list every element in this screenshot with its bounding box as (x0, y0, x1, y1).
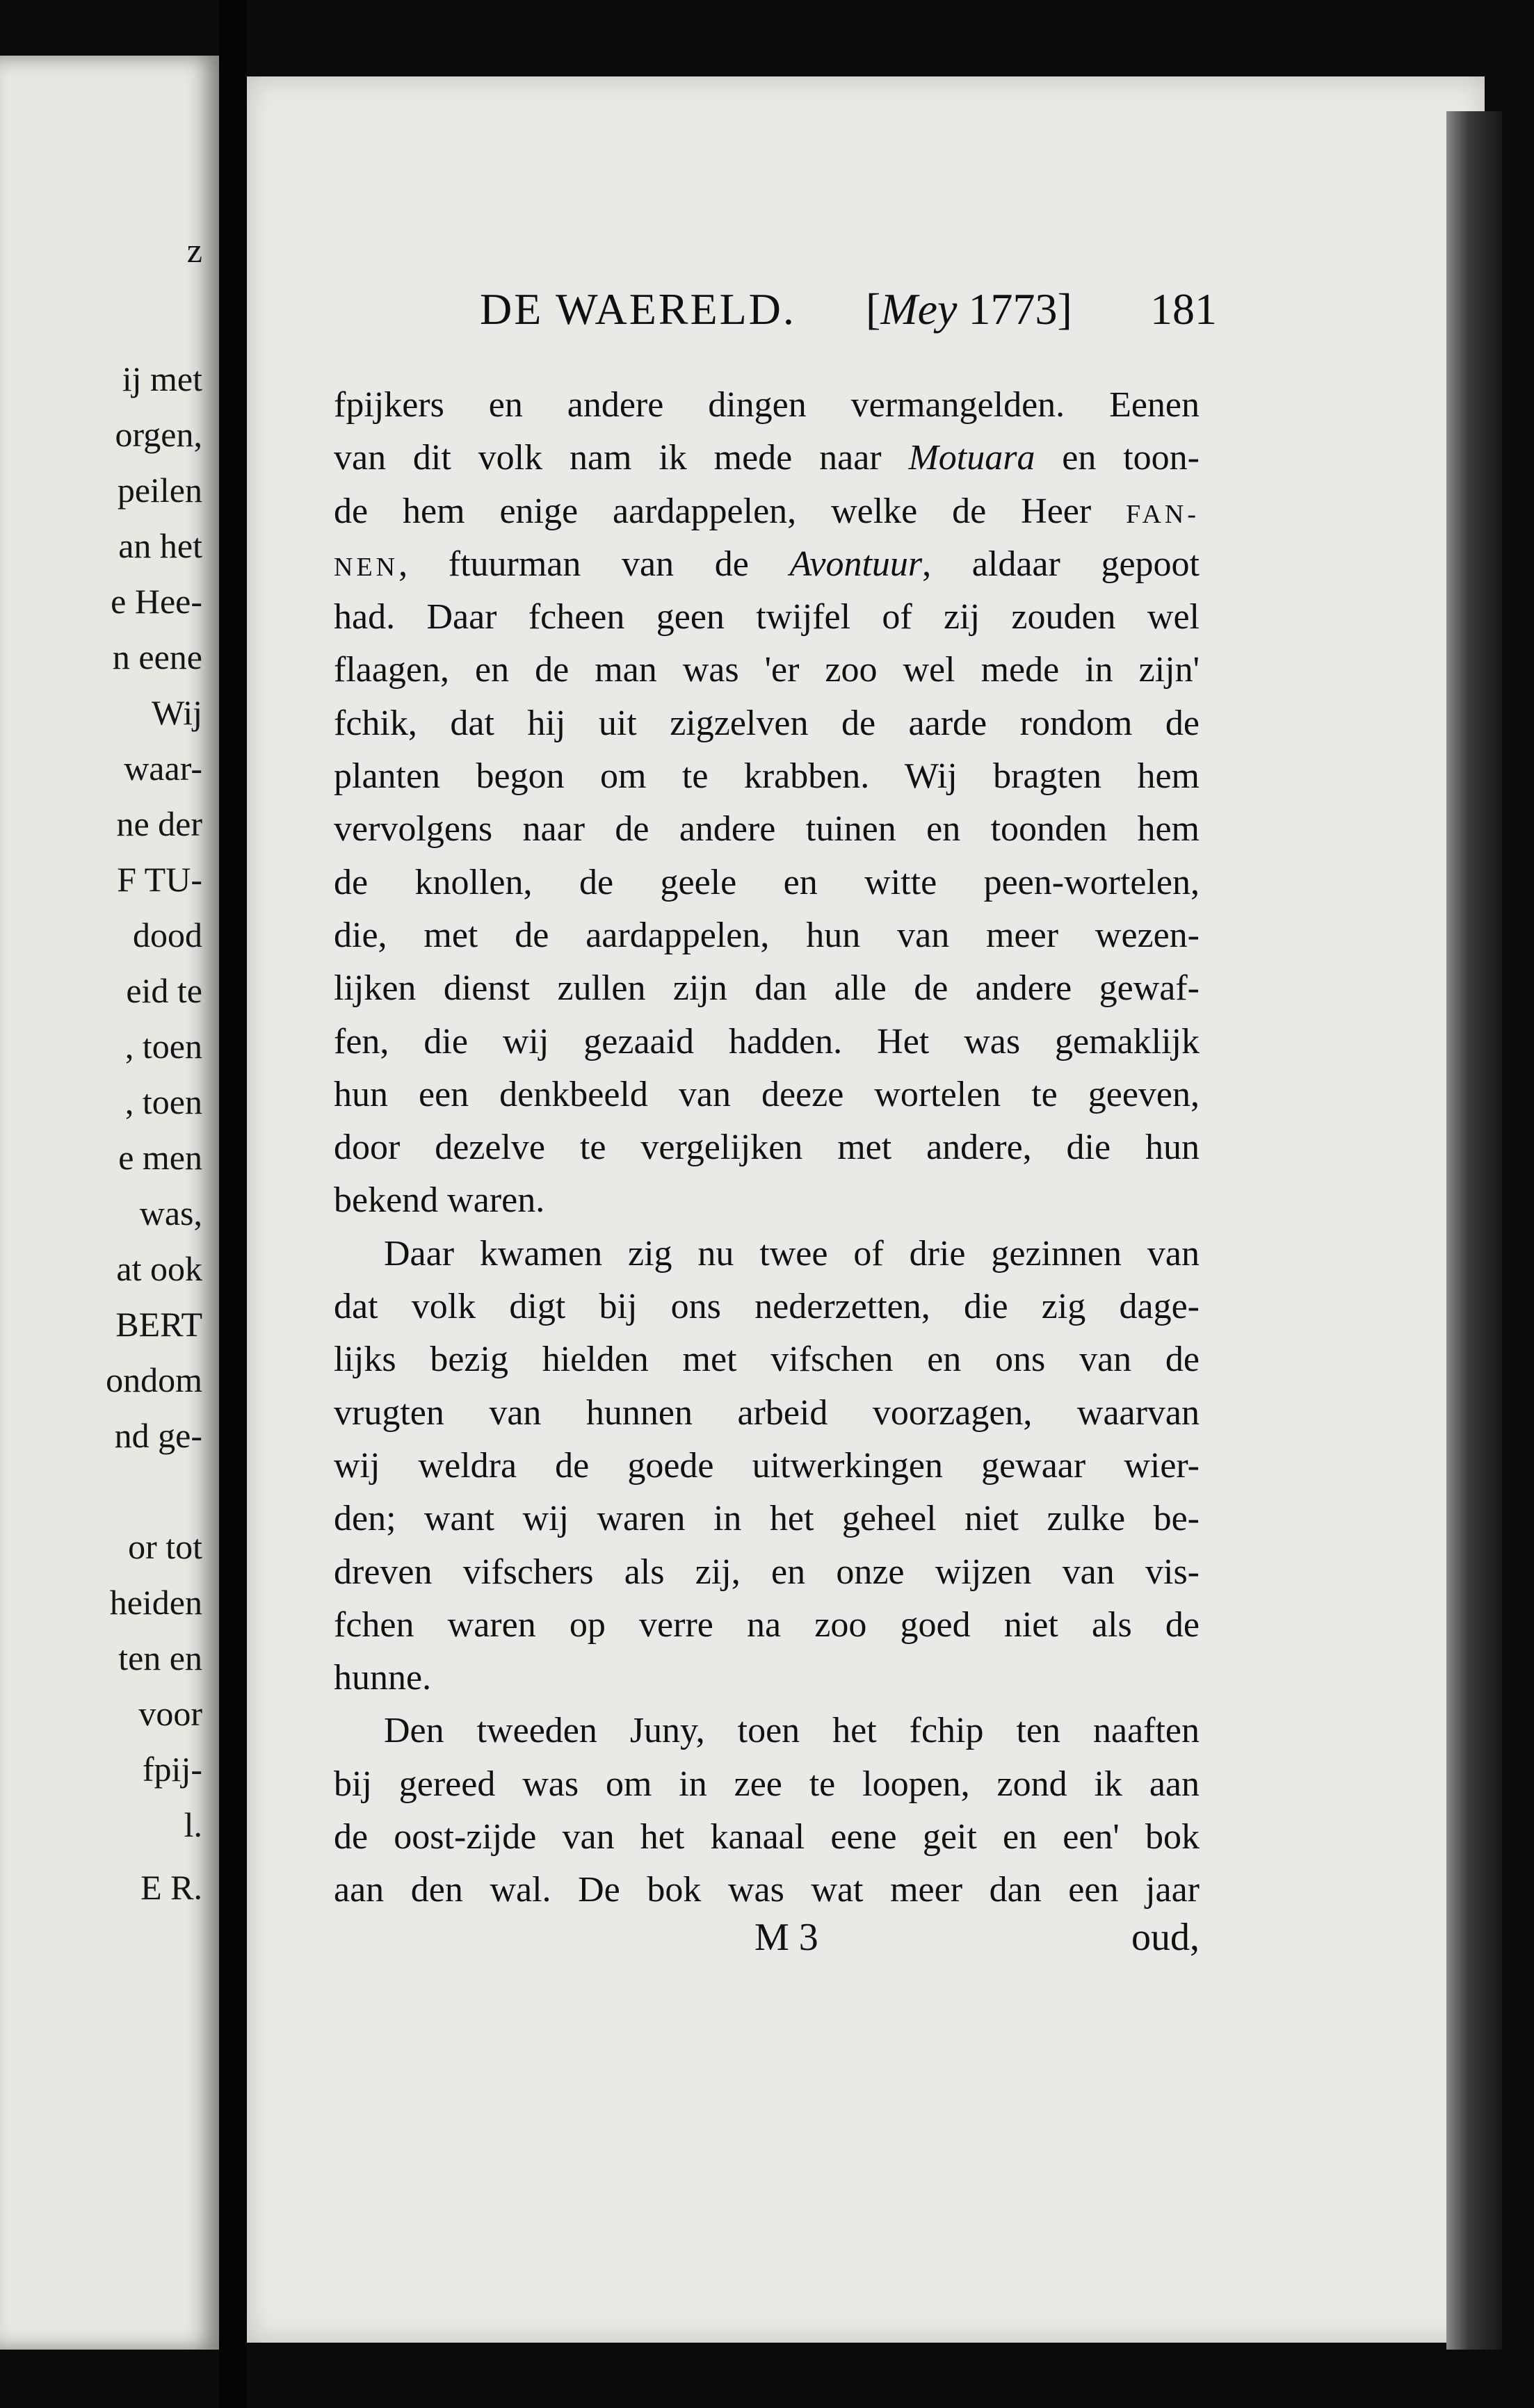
text-run: dreven vifschers als zij, en onze wijzen van vis- (334, 1552, 1200, 1592)
left-page-line: F TU- (117, 860, 202, 899)
small-caps-name: FAN- (1126, 499, 1200, 529)
text-run: dat volk digt bij ons nederzetten, die zig dage- (334, 1287, 1200, 1327)
small-caps-name: NEN (334, 552, 399, 582)
left-page-line: , toen (124, 1027, 202, 1066)
text-line (334, 1387, 1200, 1440)
left-page-line: at ook (116, 1249, 202, 1288)
left-page-line: ondom (106, 1360, 202, 1399)
text-run: de knollen, de geele en witte peen-wortelen, (334, 862, 1200, 902)
text-line (334, 1280, 1200, 1333)
text-run: lijks bezig hielden met vifschen en ons van de (334, 1340, 1200, 1380)
text-run: had. Daar fcheen geen twijfel of zij zouden wel (334, 597, 1200, 637)
text-run: , ftuurman van de (398, 544, 790, 584)
left-page-line: E R. (140, 1868, 202, 1907)
text-line (334, 750, 1200, 803)
text-line (334, 697, 1200, 750)
left-page-line: e Hee- (111, 582, 202, 621)
text-run: vrugten van hunnen arbeid voorzagen, waarvan (334, 1392, 1200, 1433)
text-line (334, 1811, 1200, 1864)
left-page-line: peilen (117, 471, 202, 510)
text-run: fchik, dat hij uit zigzelven de aarde rondom de (334, 703, 1200, 743)
text-run: hunne. (334, 1658, 432, 1698)
catchword: oud, (1131, 1916, 1200, 1959)
body-text (334, 379, 1200, 1917)
italic-run: Avontuur (789, 544, 923, 584)
text-line (334, 644, 1200, 697)
text-run: die, met de aardappelen, hun van meer wezen- (334, 915, 1200, 955)
left-page-line: an het (118, 526, 202, 565)
left-page-line: voor (138, 1694, 202, 1733)
text-line (334, 379, 1200, 432)
text-run: fen, die wij gezaaid hadden. Het was gemaklijk (334, 1021, 1200, 1061)
left-page-line: Wij (152, 693, 202, 732)
text-run: , aldaar gepoot (922, 544, 1200, 584)
text-run: aan den wal. De bok was wat meer dan een jaar (334, 1870, 1200, 1910)
text-line (334, 1440, 1200, 1492)
left-page-line: fpij- (142, 1750, 202, 1789)
left-page-line: ij met (122, 359, 202, 398)
text-line (334, 485, 1200, 538)
left-page-line: heiden (109, 1583, 202, 1622)
text-run: wij weldra de goede uitwerkingen gewaar wier- (334, 1445, 1200, 1486)
text-run: Den tweeden Juny, toen het fchip ten naaften (384, 1711, 1200, 1751)
text-line (334, 1174, 1200, 1227)
left-page-line: , toen (124, 1082, 202, 1121)
text-run: Daar kwamen zig nu twee of drie gezinnen van (384, 1233, 1200, 1274)
left-page-line: orgen, (115, 415, 202, 454)
text-run: fpijkers en andere dingen vermangelden. Eenen (334, 385, 1200, 425)
left-page-line: l. (184, 1805, 202, 1844)
text-line (334, 1705, 1200, 1757)
left-page-line: eid te (126, 971, 202, 1010)
left-page-line: was, (139, 1194, 202, 1233)
left-page-line: ten en (118, 1638, 202, 1677)
left-page-line: waar- (124, 749, 202, 788)
left-page-line: e men (118, 1138, 202, 1177)
text-run: lijken dienst zullen zijn dan alle de andere gewaf- (334, 968, 1200, 1009)
paragraph (334, 1228, 1200, 1705)
left-page-line: or tot (128, 1527, 202, 1566)
text-run: flaagen, en de man was 'er zoo wel mede in zijn' (334, 650, 1200, 690)
text-line (334, 909, 1200, 962)
text-line (334, 803, 1200, 856)
text-run: bij gereed was om in zee te loopen, zond ik aan (334, 1764, 1200, 1804)
text-run: de oost-zijde van het kanaal eene geit en een' bok (334, 1817, 1200, 1857)
signature-mark: M 3 (754, 1916, 818, 1959)
page-footer (334, 1915, 1200, 1971)
date-year: 1773] (968, 284, 1072, 334)
left-page-line: BERT (115, 1305, 202, 1344)
text-line (334, 432, 1200, 485)
left-page-line: n eene (112, 637, 202, 676)
text-run: en toon- (1035, 438, 1200, 478)
text-run: planten begon om te krabben. Wij bragten hem (334, 756, 1200, 797)
text-run: de hem enige aardappelen, welke de Heer (334, 491, 1127, 531)
text-line (334, 962, 1200, 1015)
text-line (334, 1333, 1200, 1386)
text-run: vervolgens naar de andere tuinen en toonden hem (334, 809, 1200, 849)
text-run: den; want wij waren in het geheel niet zulke be- (334, 1499, 1200, 1539)
italic-run: Motuara (908, 438, 1035, 478)
paragraph (334, 379, 1200, 1228)
left-page-fragment (0, 56, 219, 2350)
text-line (334, 538, 1200, 591)
date-month: Mey (880, 284, 958, 334)
text-line (334, 1016, 1200, 1068)
left-page-line: dood (133, 916, 202, 954)
text-line (334, 1599, 1200, 1652)
left-page-line: z (186, 231, 202, 270)
text-line (334, 1864, 1200, 1917)
left-page-line: ne der (116, 804, 202, 843)
page-edge-shadow (1446, 111, 1502, 2350)
text-line (334, 1546, 1200, 1599)
text-line (334, 1492, 1200, 1545)
text-line (334, 1758, 1200, 1811)
text-run: door dezelve te vergelijken met andere, die hun (334, 1128, 1200, 1168)
text-line (334, 591, 1200, 644)
date-bracket (866, 284, 1072, 335)
left-page-line: nd ge- (114, 1416, 202, 1455)
paragraph (334, 1705, 1200, 1917)
text-line (334, 1652, 1200, 1705)
text-line (334, 1068, 1200, 1121)
page-number: 181 (1150, 284, 1217, 334)
book-gutter (219, 0, 247, 2408)
running-head: DE WAERELD. (480, 284, 796, 334)
text-run: bekend waren. (334, 1180, 545, 1221)
text-run: hun een denkbeeld van deeze wortelen te geeven, (334, 1074, 1200, 1114)
text-line (334, 1121, 1200, 1174)
date-open: [ (866, 284, 881, 334)
text-run: van dit volk nam ik mede naar (334, 438, 909, 478)
page-header (480, 284, 1217, 346)
text-line (334, 856, 1200, 909)
text-run: fchen waren op verre na zoo goed niet als de (334, 1604, 1200, 1645)
text-line (334, 1228, 1200, 1280)
